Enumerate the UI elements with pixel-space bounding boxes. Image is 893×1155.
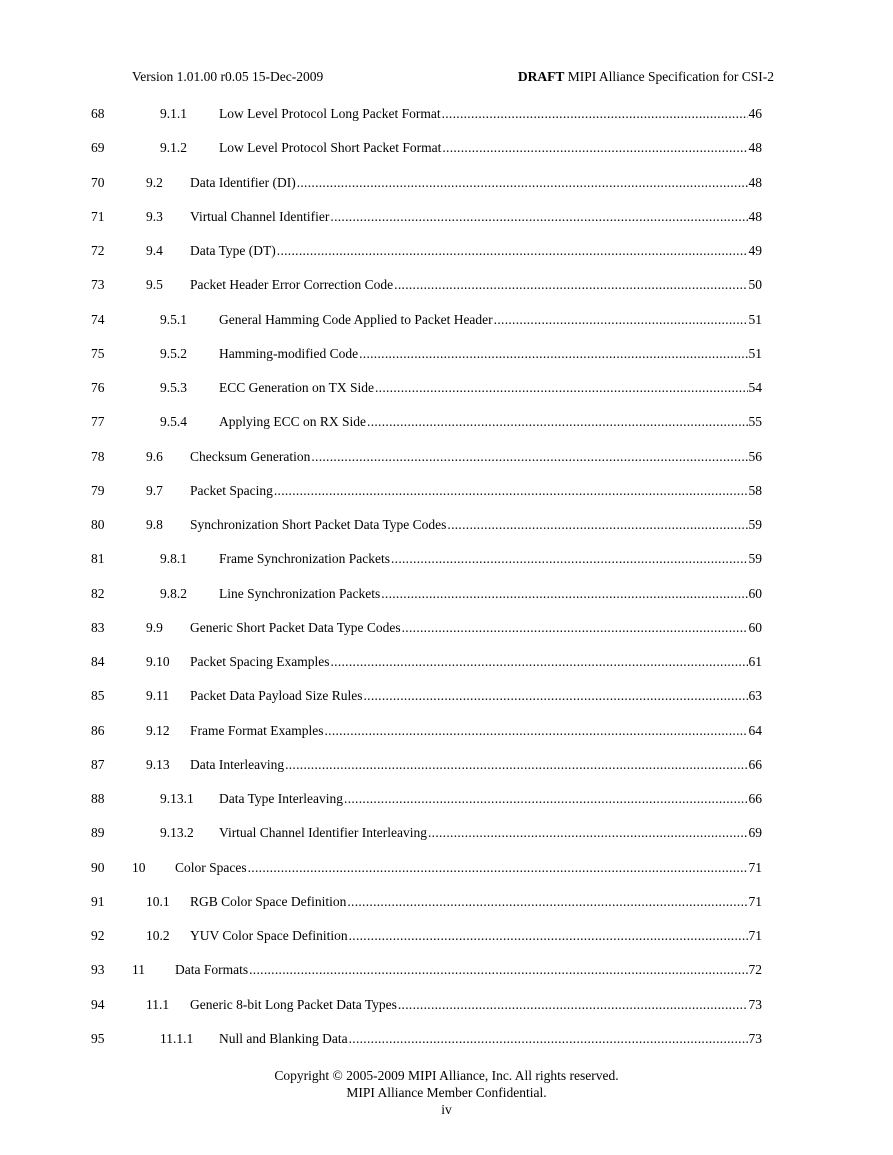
section-number: 9.8.2 <box>160 586 187 601</box>
section-number: 10.2 <box>146 928 170 943</box>
line-number: 95 <box>91 1031 105 1046</box>
section-number: 9.5.3 <box>160 380 187 395</box>
toc-entry-link[interactable] <box>219 412 762 432</box>
footer-page-number: iv <box>441 1102 452 1117</box>
section-number: 9.8.1 <box>160 551 187 566</box>
toc-entry-link[interactable] <box>190 892 762 912</box>
toc-entry[interactable] <box>0 104 893 124</box>
toc-entry-link[interactable] <box>219 549 762 569</box>
toc-entry[interactable] <box>0 1029 893 1049</box>
toc-entry[interactable] <box>0 618 893 638</box>
section-number: 9.2 <box>146 175 163 190</box>
toc-entry-link[interactable] <box>219 584 762 604</box>
header-spec-name: MIPI Alliance Specification for CSI-2 <box>564 69 774 84</box>
toc-entry[interactable] <box>0 858 893 878</box>
section-number: 9.8 <box>146 517 163 532</box>
line-number: 75 <box>91 346 105 361</box>
page-number: 48 <box>748 175 762 190</box>
section-number: 9.7 <box>146 483 163 498</box>
toc-entry-link[interactable] <box>190 447 762 467</box>
section-number: 9.5.2 <box>160 346 187 361</box>
dot-leader <box>359 344 747 364</box>
page-number: 69 <box>748 825 762 840</box>
dot-leader <box>248 858 748 878</box>
toc-entry-link[interactable] <box>190 481 762 501</box>
toc-entry-link[interactable] <box>219 1029 762 1049</box>
toc-entry-link[interactable] <box>190 926 762 946</box>
toc-entry-link[interactable] <box>219 344 762 364</box>
dot-leader <box>344 789 747 809</box>
page-number: 58 <box>748 483 762 498</box>
line-number: 94 <box>91 997 105 1012</box>
section-title: Packet Spacing Examples <box>190 654 330 669</box>
line-number: 82 <box>91 586 105 601</box>
section-title: Frame Format Examples <box>190 723 324 738</box>
toc-entry-link[interactable] <box>219 138 762 158</box>
page-number: 73 <box>748 1031 762 1046</box>
toc-entry[interactable] <box>0 823 893 843</box>
footer-confidential: MIPI Alliance Member Confidential. <box>346 1085 547 1100</box>
section-title: Synchronization Short Packet Data Type Codes <box>190 517 447 532</box>
section-title: Checksum Generation <box>190 449 311 464</box>
toc-entry[interactable] <box>0 584 893 604</box>
footer-copyright: Copyright © 2005-2009 MIPI Alliance, Inc. All rights reserved. <box>274 1068 619 1083</box>
dot-leader <box>324 721 747 741</box>
section-number: 11 <box>132 962 145 977</box>
toc-entry-link[interactable] <box>190 721 762 741</box>
section-number: 9.3 <box>146 209 163 224</box>
toc-entry[interactable] <box>0 241 893 261</box>
toc-entry[interactable] <box>0 378 893 398</box>
section-number: 9.13.2 <box>160 825 194 840</box>
section-title: YUV Color Space Definition <box>190 928 348 943</box>
toc-entry-link[interactable] <box>175 960 762 980</box>
toc-entry-link[interactable] <box>190 241 762 261</box>
section-number: 9.5 <box>146 277 163 292</box>
dot-leader <box>442 104 748 124</box>
section-number: 9.13 <box>146 757 170 772</box>
line-number: 84 <box>91 654 105 669</box>
dot-leader <box>398 995 748 1015</box>
dot-leader <box>494 310 748 330</box>
page-number: 56 <box>748 449 762 464</box>
toc-entry[interactable] <box>0 960 893 980</box>
line-number: 74 <box>91 312 105 327</box>
section-number: 9.4 <box>146 243 163 258</box>
toc-entry-link[interactable] <box>190 515 762 535</box>
section-title: Data Type (DT) <box>190 243 276 258</box>
dot-leader <box>363 686 747 706</box>
section-number: 10 <box>132 860 146 875</box>
toc-entry[interactable] <box>0 789 893 809</box>
toc-entry[interactable] <box>0 721 893 741</box>
dot-leader <box>311 447 747 467</box>
line-number: 83 <box>91 620 105 635</box>
page-number: 66 <box>748 757 762 772</box>
line-number: 91 <box>91 894 105 909</box>
section-title: Packet Spacing <box>190 483 273 498</box>
line-number: 73 <box>91 277 105 292</box>
dot-leader <box>428 823 748 843</box>
section-title: Packet Header Error Correction Code <box>190 277 394 292</box>
page-number: 64 <box>748 723 762 738</box>
toc-entry-link[interactable] <box>219 310 762 330</box>
page-number: 61 <box>748 654 762 669</box>
dot-leader <box>442 138 747 158</box>
page-number: 59 <box>748 551 762 566</box>
toc-entry[interactable] <box>0 207 893 227</box>
section-number: 9.1.2 <box>160 140 187 155</box>
section-title: Color Spaces <box>175 860 247 875</box>
dot-leader <box>297 173 748 193</box>
section-number: 11.1.1 <box>160 1031 194 1046</box>
line-number: 76 <box>91 380 105 395</box>
toc-entry[interactable] <box>0 926 893 946</box>
section-number: 9.9 <box>146 620 163 635</box>
page-number: 59 <box>748 517 762 532</box>
section-title: Null and Blanking Data <box>219 1031 348 1046</box>
toc-entry[interactable] <box>0 310 893 330</box>
page-number: 63 <box>748 688 762 703</box>
section-number: 11.1 <box>146 997 170 1012</box>
section-number: 9.5.4 <box>160 414 187 429</box>
section-number: 9.13.1 <box>160 791 194 806</box>
toc-entry[interactable] <box>0 892 893 912</box>
dot-leader <box>330 652 747 672</box>
line-number: 93 <box>91 962 105 977</box>
dot-leader <box>367 412 747 432</box>
page-number: 60 <box>748 586 762 601</box>
line-number: 79 <box>91 483 105 498</box>
line-number: 80 <box>91 517 105 532</box>
toc-entry-link[interactable] <box>190 755 762 775</box>
toc-entry-link[interactable] <box>190 173 762 193</box>
toc-entry-link[interactable] <box>219 789 762 809</box>
toc-entry[interactable] <box>0 138 893 158</box>
page-number: 48 <box>748 209 762 224</box>
line-number: 70 <box>91 175 105 190</box>
dot-leader <box>349 926 748 946</box>
page-footer <box>0 1067 893 1118</box>
dot-leader <box>277 241 748 261</box>
line-number: 68 <box>91 106 105 121</box>
dot-leader <box>347 892 747 912</box>
page-number: 71 <box>748 860 762 875</box>
page-number: 50 <box>748 277 762 292</box>
section-title: Applying ECC on RX Side <box>219 414 367 429</box>
line-number: 71 <box>91 209 105 224</box>
page-number: 73 <box>748 997 762 1012</box>
line-number: 78 <box>91 449 105 464</box>
toc-entry-link[interactable] <box>219 104 762 124</box>
page-number: 60 <box>748 620 762 635</box>
section-title: ECC Generation on TX Side <box>219 380 374 395</box>
toc-entry[interactable] <box>0 481 893 501</box>
section-title: Line Synchronization Packets <box>219 586 381 601</box>
dot-leader <box>381 584 747 604</box>
section-number: 9.12 <box>146 723 170 738</box>
line-number: 89 <box>91 825 105 840</box>
section-title: Data Identifier (DI) <box>190 175 296 190</box>
section-title: Virtual Channel Identifier <box>190 209 330 224</box>
dot-leader <box>330 207 747 227</box>
dot-leader <box>402 618 748 638</box>
section-number: 9.6 <box>146 449 163 464</box>
dot-leader <box>394 275 747 295</box>
line-number: 77 <box>91 414 105 429</box>
toc-entry[interactable] <box>0 686 893 706</box>
toc-entry-link[interactable] <box>190 618 762 638</box>
dot-leader <box>285 755 747 775</box>
toc-entry[interactable] <box>0 995 893 1015</box>
toc-entry[interactable] <box>0 652 893 672</box>
toc-entry-link[interactable] <box>190 275 762 295</box>
toc-entry-link[interactable] <box>219 378 762 398</box>
line-number: 85 <box>91 688 105 703</box>
toc-entry-link[interactable] <box>190 995 762 1015</box>
header-draft-label: DRAFT <box>517 69 565 84</box>
section-title: Low Level Protocol Short Packet Format <box>219 140 442 155</box>
page-number: 71 <box>748 894 762 909</box>
header-version: Version 1.01.00 r0.05 15-Dec-2009 <box>132 69 324 84</box>
page-number: 49 <box>748 243 762 258</box>
line-number: 69 <box>91 140 105 155</box>
page-number: 66 <box>748 791 762 806</box>
dot-leader <box>349 1029 748 1049</box>
section-number: 9.1.1 <box>160 106 187 121</box>
section-title: Data Interleaving <box>190 757 285 772</box>
section-title: General Hamming Code Applied to Packet Header <box>219 312 493 327</box>
line-number: 88 <box>91 791 105 806</box>
dot-leader <box>274 481 748 501</box>
toc-entry[interactable] <box>0 515 893 535</box>
section-title: Packet Data Payload Size Rules <box>190 688 363 703</box>
page-number: 51 <box>748 312 762 327</box>
toc-entry-link[interactable] <box>190 652 762 672</box>
dot-leader <box>249 960 747 980</box>
section-title: Low Level Protocol Long Packet Format <box>219 106 441 121</box>
toc-entry[interactable] <box>0 412 893 432</box>
section-title: Data Formats <box>175 962 249 977</box>
dot-leader <box>375 378 748 398</box>
page-number: 48 <box>748 140 762 155</box>
page-number: 51 <box>748 346 762 361</box>
line-number: 81 <box>91 551 105 566</box>
line-number: 72 <box>91 243 105 258</box>
toc-entry[interactable] <box>0 275 893 295</box>
toc-entry[interactable] <box>0 173 893 193</box>
page-number: 46 <box>748 106 762 121</box>
section-number: 10.1 <box>146 894 170 909</box>
page-number: 71 <box>748 928 762 943</box>
section-title: Generic Short Packet Data Type Codes <box>190 620 401 635</box>
page-number: 55 <box>748 414 762 429</box>
toc-entry[interactable] <box>0 549 893 569</box>
line-number: 87 <box>91 757 105 772</box>
section-number: 9.11 <box>146 688 170 703</box>
section-title: Frame Synchronization Packets <box>219 551 390 566</box>
section-number: 9.10 <box>146 654 170 669</box>
toc-entry-link[interactable] <box>175 858 762 878</box>
page-number: 54 <box>748 380 762 395</box>
toc-entry[interactable] <box>0 344 893 364</box>
section-number: 9.5.1 <box>160 312 187 327</box>
toc-entry[interactable] <box>0 447 893 467</box>
section-title: Virtual Channel Identifier Interleaving <box>219 825 427 840</box>
dot-leader <box>447 515 747 535</box>
line-number: 92 <box>91 928 105 943</box>
toc-entry-link[interactable] <box>219 823 762 843</box>
section-title: Data Type Interleaving <box>219 791 344 806</box>
section-title: Generic 8-bit Long Packet Data Types <box>190 997 397 1012</box>
line-number: 86 <box>91 723 105 738</box>
section-title: Hamming-modified Code <box>219 346 359 361</box>
page-number: 72 <box>748 962 762 977</box>
line-number: 90 <box>91 860 105 875</box>
toc-entry[interactable] <box>0 755 893 775</box>
toc-entry-link[interactable] <box>190 207 762 227</box>
section-title: RGB Color Space Definition <box>190 894 347 909</box>
header-spec-title <box>518 69 774 85</box>
dot-leader <box>391 549 748 569</box>
toc-entry-link[interactable] <box>190 686 762 706</box>
